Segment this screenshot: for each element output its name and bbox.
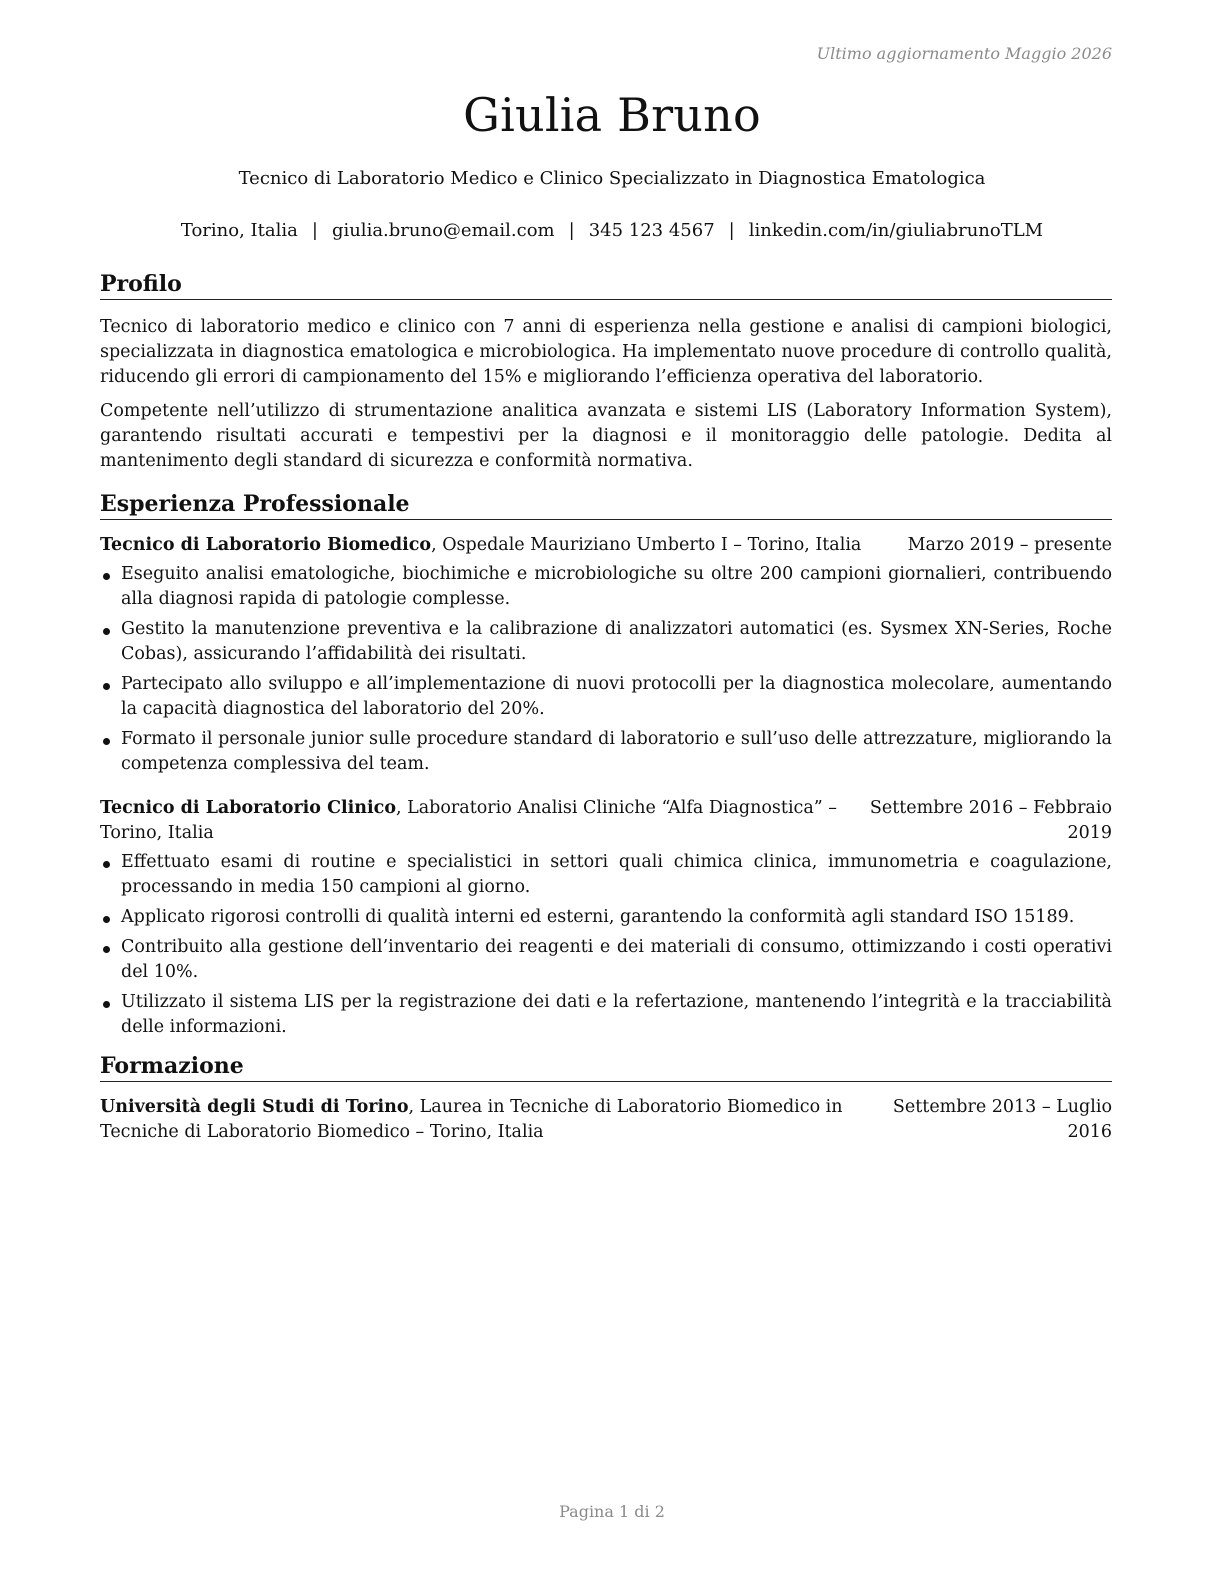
- contact-line: [0, 220, 1224, 241]
- contact-location: Torino, Italia: [180, 220, 298, 241]
- headline: Tecnico di Laboratorio Medico e Clinico Specializzato in Diagnostica Ematologica: [238, 168, 986, 189]
- bullet-icon: [103, 916, 110, 923]
- list-item: [100, 935, 1112, 985]
- profile-paragraph: Tecnico di laboratorio medico e clinico con 7 anni di esperienza nella gestione e analisi di campioni biologici, specializzata in diagnostica ematologica e microbiologica. Ha implementato nuove procedure di controllo qualità, riducendo gli errori di campionamento del 15% e migliorando l’efficienza operativa del laboratorio.: [100, 317, 1112, 387]
- job-bullets: [100, 850, 1112, 1040]
- bullet-text: Formato il personale junior sulle procedure standard di laboratorio e sull’uso delle attrezzature, migliorando la competenza complessiva del team.: [121, 729, 1112, 774]
- page-number: Pagina 1 di 2: [559, 1502, 665, 1521]
- job-entry: [100, 533, 1112, 777]
- bullet-icon: [103, 1001, 110, 1008]
- bullet-text: Gestito la manutenzione preventiva e la calibrazione di analizzatori automatici (es. Sysmex XN-Series, Roche Cobas), assicurando l’affidabilità dei risultati.: [121, 619, 1112, 664]
- bullet-icon: [103, 946, 110, 953]
- profile-section: [100, 270, 1112, 474]
- bullet-icon: [103, 683, 110, 690]
- education-degree: , Laurea in Tecniche di Laboratorio Biomedico in Tecniche di Laboratorio Biomedico – Torino, Italia: [100, 1097, 843, 1142]
- job-header: [100, 796, 1112, 846]
- job-bullets: [100, 562, 1112, 777]
- education-dates: [885, 1095, 1112, 1145]
- bullet-icon: [103, 628, 110, 635]
- bullet-text: Applicato rigorosi controlli di qualità interni ed esterni, garantendo la conformità agli standard ISO 15189.: [121, 907, 1075, 927]
- bullet-text: Contribuito alla gestione dell’inventario dei reagenti e dei materiali di consumo, ottimizzando i costi operativi del 10%.: [121, 937, 1112, 982]
- list-item: [100, 850, 1112, 900]
- bullet-icon: [103, 573, 110, 580]
- experience-title: Esperienza Professionale: [100, 490, 1112, 520]
- bullet-text: Effettuato esami di routine e specialistici in settori quali chimica clinica, immunometria e coagulazione, processando in media 150 campioni al giorno.: [121, 852, 1112, 897]
- contact-email[interactable]: giulia.bruno@email.com: [331, 220, 555, 241]
- education-entry: [100, 1095, 1112, 1145]
- job-title-line: [100, 796, 862, 846]
- bullet-icon: [103, 738, 110, 745]
- list-item: [100, 672, 1112, 722]
- education-dates-line: Settembre 2013 – Luglio: [892, 1097, 1112, 1117]
- job-employer: , Laboratorio Analisi Cliniche “Alfa Diagnostica” – Torino, Italia: [100, 798, 838, 843]
- list-item: [100, 990, 1112, 1040]
- bullet-icon: [103, 861, 110, 868]
- contact-separator: |: [568, 220, 575, 241]
- education-school: Università degli Studi di Torino: [100, 1097, 409, 1117]
- list-item: [100, 727, 1112, 777]
- profile-paragraph: Competente nell’utilizzo di strumentazione analitica avanzata e sistemi LIS (Laboratory Information System), garantendo risultati accurati e tempestivi per la diagnosi e il monitoraggio delle patologie. Dedita al mantenimento degli standard di sicurezza e conformità normativa.: [100, 401, 1112, 471]
- contact-phone: 345 123 4567: [588, 220, 715, 241]
- bullet-text: Eseguito analisi ematologiche, biochimiche e microbiologiche su oltre 200 campioni giornalieri, contribuendo alla diagnosi rapida di patologie complesse.: [121, 564, 1112, 609]
- job-role: Tecnico di Laboratorio Clinico: [100, 798, 396, 818]
- job-entry: [100, 796, 1112, 1040]
- resume-body: [100, 270, 1112, 1145]
- list-item: [100, 617, 1112, 667]
- education-title: Formazione: [100, 1052, 1112, 1082]
- profile-title: Profilo: [100, 270, 1112, 300]
- experience-section: [100, 490, 1112, 1040]
- education-section: [100, 1052, 1112, 1145]
- last-updated: Ultimo aggiornamento Maggio 2026: [816, 44, 1112, 63]
- job-dates-line: Settembre 2016 – Febbraio: [869, 798, 1112, 818]
- contact-separator: |: [728, 220, 735, 241]
- contact-linkedin[interactable]: linkedin.com/in/giuliabrunoTLM: [748, 220, 1044, 241]
- contact-separator: |: [311, 220, 318, 241]
- list-item: [100, 905, 1112, 930]
- job-dates-line: 2019: [1067, 823, 1112, 843]
- bullet-text: Partecipato allo sviluppo e all’implementazione di nuovi protocolli per la diagnostica molecolare, aumentando la capacità diagnostica del laboratorio del 20%.: [121, 674, 1112, 719]
- bullet-text: Utilizzato il sistema LIS per la registrazione dei dati e la refertazione, mantenendo l’integrità e la tracciabilità delle informazioni.: [121, 992, 1112, 1037]
- job-employer: , Ospedale Mauriziano Umberto I – Torino, Italia: [431, 535, 862, 555]
- list-item: [100, 562, 1112, 612]
- job-dates: [862, 796, 1112, 846]
- job-dates: Marzo 2019 – presente: [907, 535, 1112, 555]
- job-header: [100, 533, 1112, 558]
- candidate-name: Giulia Bruno: [463, 88, 761, 142]
- education-dates-line: 2016: [1067, 1122, 1112, 1142]
- education-title-line: [100, 1095, 885, 1145]
- job-title-line: [100, 533, 861, 558]
- job-role: Tecnico di Laboratorio Biomedico: [100, 535, 432, 555]
